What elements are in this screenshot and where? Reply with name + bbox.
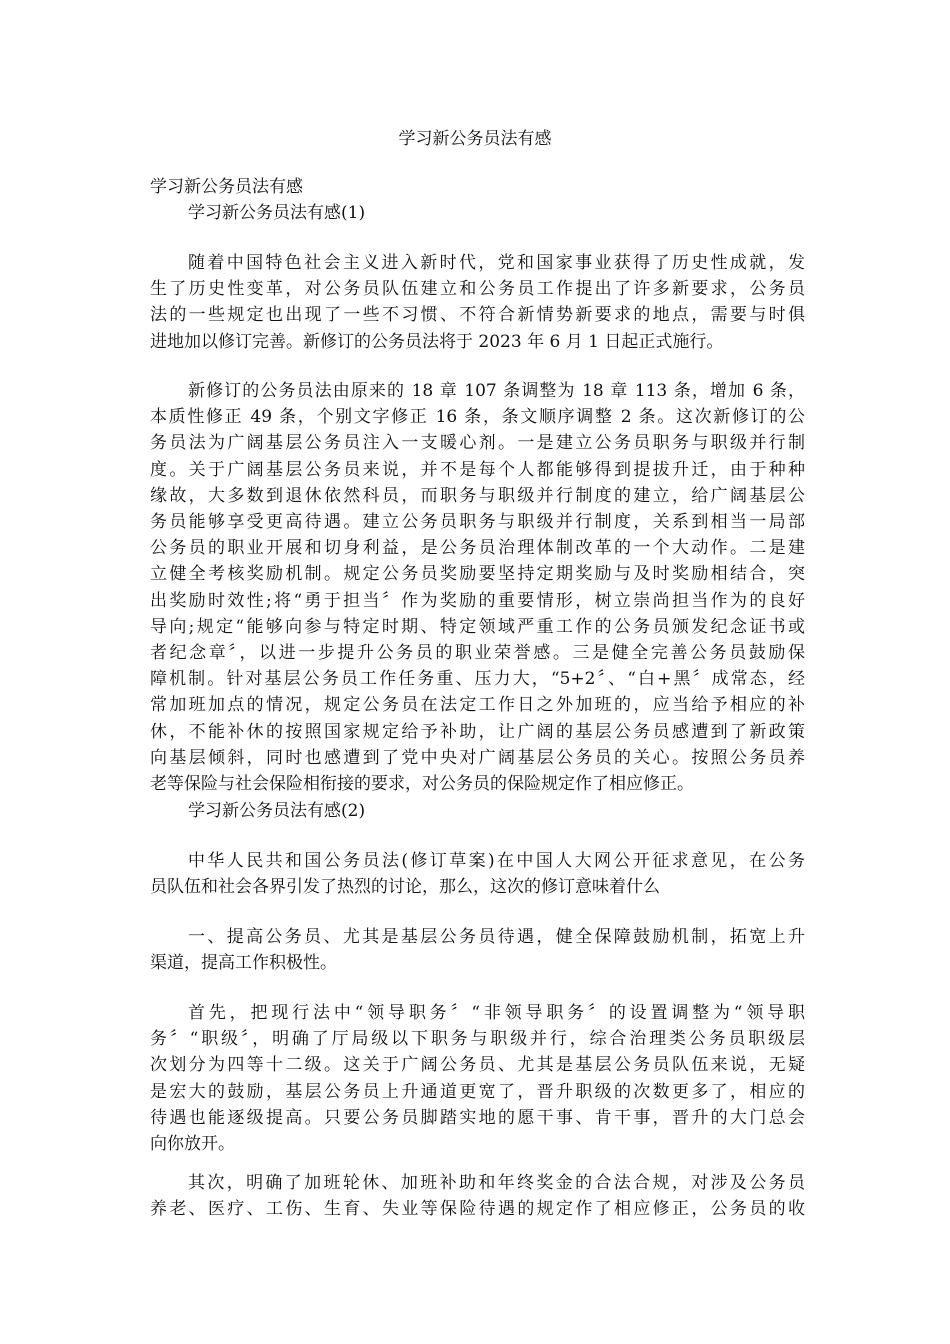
paragraph-line: 公务员的职业开展和切身利益，是公务员治理体制改革的一个大动作。二是建 <box>150 538 805 559</box>
paragraph-line: 本质性修正 49 条，个别文字修正 16 条，条文顺序调整 2 条。这次新修订的公 <box>150 407 805 428</box>
paragraph-line: 向基层倾斜，同时也感遭到了党中央对广阔基层公务员的关心。按照公务员养 <box>150 747 805 768</box>
paragraph <box>150 1170 805 1222</box>
paragraph <box>150 1000 805 1157</box>
section-2-heading: 学习新公务员法有感(2) <box>188 801 366 821</box>
paragraph-line: 是宏大的鼓励，基层公务员上升通道更宽了，晋升职级的次数更多了，相应的 <box>150 1081 805 1102</box>
paragraph-line: 生了历史性变革，对公务员队伍建立和公务员工作提出了许多新要求，公务员 <box>150 279 805 300</box>
paragraph-line: 一、提高公务员、尤其是基层公务员待遇，健全保障鼓励机制，拓宽上升 <box>188 927 805 947</box>
paragraph-line: 中华人民共和国公务员法(修订草案)在中国人大网公开征求意见，在公务 <box>188 851 805 871</box>
paragraph <box>150 924 805 976</box>
paragraph-line: 待遇也能逐级提高。只要公务员脚踏实地的愿干事、肯干事，晋升的大门总会 <box>150 1107 805 1128</box>
paragraph-line: 常加班加点的情况，规定公务员在法定工作日之外加班的，应当给予相应的补 <box>150 695 805 716</box>
paragraph-line: 务〞“职级〞，明确了厅局级以下职务与职级并行，综合治理类公务员职级层 <box>150 1029 805 1050</box>
paragraph-line: 务员能够享受更高待遇。建立公务员职务与职级并行制度，关系到相当一局部 <box>150 512 805 533</box>
paragraph <box>150 848 805 900</box>
paragraph-line: 进地加以修订完善。新修订的公务员法将于 2023 年 6 月 1 日起正式施行。 <box>150 331 724 352</box>
paragraph-line: 首先，把现行法中“领导职务〞“非领导职务〞的设置调整为“领导职 <box>188 1003 805 1023</box>
paragraph-line: 度。关于广阔基层公务员来说，并不是每个人都能够得到提拔升迁，由于种种 <box>150 459 805 480</box>
paragraph-line: 者纪念章〞，以进一步提升公务员的职业荣誉感。三是健全完善公务员鼓励保 <box>150 643 805 664</box>
document-heading: 学习新公务员法有感 <box>150 177 303 197</box>
paragraph-line: 随着中国特色社会主义进入新时代，党和国家事业获得了历史性成就，发 <box>188 253 805 273</box>
paragraph-line: 向你放开。 <box>150 1134 235 1155</box>
paragraph-line: 老等保险与社会保险相衔接的要求，对公务员的保险规定作了相应修正。 <box>150 774 694 795</box>
paragraph-line: 休，不能补休的按照国家规定给予补助，让广阔的基层公务员感遭到了新政策 <box>150 721 805 742</box>
paragraph-line: 缘故，大多数到退休依然科员，而职务与职级并行制度的建立，给广阔基层公 <box>150 485 805 506</box>
paragraph-line: 出奖励时效性;将“勇于担当〞作为奖励的重要情形，树立崇尚担当作为的良好 <box>150 590 805 611</box>
paragraph-line: 次划分为四等十二级。这关于广阔公务员、尤其是基层公务员队伍来说，无疑 <box>150 1055 805 1076</box>
paragraph-line: 员队伍和社会各界引发了热烈的讨论，那么，这次的修订意味着什么 <box>150 877 660 898</box>
paragraph-line: 导向;规定“能够向参与特定时期、特定领域严重工作的公务员颁发纪念证书或 <box>150 616 805 637</box>
paragraph-line: 新修订的公务员法由原来的 18 章 107 条调整为 18 章 113 条，增加 6 条， <box>188 381 805 401</box>
document-title: 学习新公务员法有感 <box>398 129 552 149</box>
paragraph-line: 其次，明确了加班轮休、加班补助和年终奖金的合法合规，对涉及公务员 <box>188 1173 805 1193</box>
paragraph-line: 法的一些规定也出现了一些不习惯、不符合新情势新要求的地点，需要与时俱 <box>150 305 805 326</box>
paragraph-line: 障机制。针对基层公务员工作任务重、压力大，“5+2〞、“白+黑〞成常态，经 <box>150 669 805 690</box>
paragraph-line: 立健全考核奖励机制。规定公务员奖励要坚持定期奖励与及时奖励相结合，突 <box>150 564 805 585</box>
paragraph <box>150 250 805 355</box>
section-1-heading: 学习新公务员法有感(1) <box>188 203 366 223</box>
paragraph-line: 渠道，提高工作积极性。 <box>150 953 337 974</box>
paragraph-line: 养老、医疗、工伤、生育、失业等保险待遇的规定作了相应修正，公务员的收 <box>150 1199 805 1220</box>
paragraph-line: 务员法为广阔基层公务员注入一支暖心剂。一是建立公务员职务与职级并行制 <box>150 433 805 454</box>
paragraph <box>150 378 805 797</box>
